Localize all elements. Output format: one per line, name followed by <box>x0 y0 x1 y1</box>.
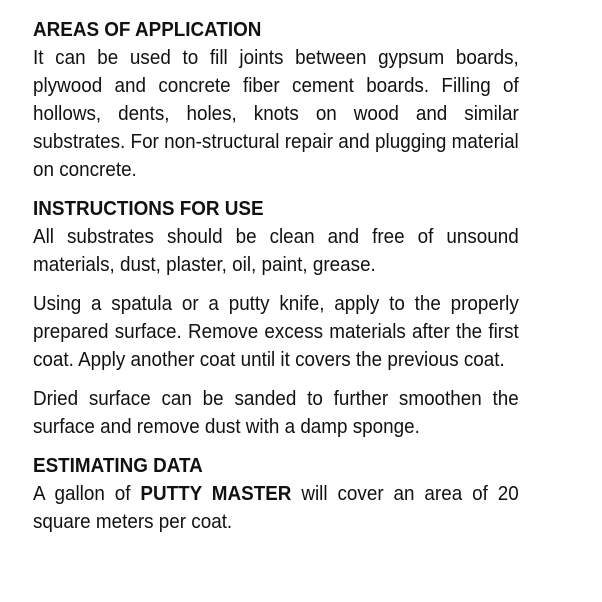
heading-areas-of-application: AREAS OF APPLICATION <box>33 18 262 41</box>
section-estimating-data <box>33 452 519 536</box>
paragraph-gap <box>33 279 519 290</box>
areas-of-application-text: It can be used to fill joints between gypsum boards, plywood and concrete fiber cement boards. Filling of hollows, dents, holes, knots on wood and similar substrates. For non-structural repair and plugging material on concrete. <box>33 46 519 181</box>
instructions-paragraph-application: Using a spatula or a putty knife, apply to the properly prepared surface. Remove excess materials after the first coat. Apply another coat until it covers the previous coat. <box>33 292 519 371</box>
estimating-data-text <box>33 480 519 536</box>
instructions-paragraph-substrates: All substrates should be clean and free of unsound materials, dust, plaster, oil, paint, grease. <box>33 225 519 276</box>
section-instructions-for-use <box>33 195 519 441</box>
section-areas-of-application <box>33 16 519 184</box>
product-info-sheet <box>33 16 519 547</box>
brand-name: PUTTY MASTER <box>140 482 292 505</box>
estimating-text-before: A gallon of <box>33 482 141 505</box>
estimating-text-after: will cover an area of 20 square meters per coat. <box>33 482 519 533</box>
instructions-paragraph-sanding: Dried surface can be sanded to further smoothen the surface and remove dust with a damp sponge. <box>33 387 519 438</box>
paragraph-gap <box>33 374 519 385</box>
heading-instructions-for-use: INSTRUCTIONS FOR USE <box>33 197 264 220</box>
heading-estimating-data: ESTIMATING DATA <box>33 454 203 477</box>
